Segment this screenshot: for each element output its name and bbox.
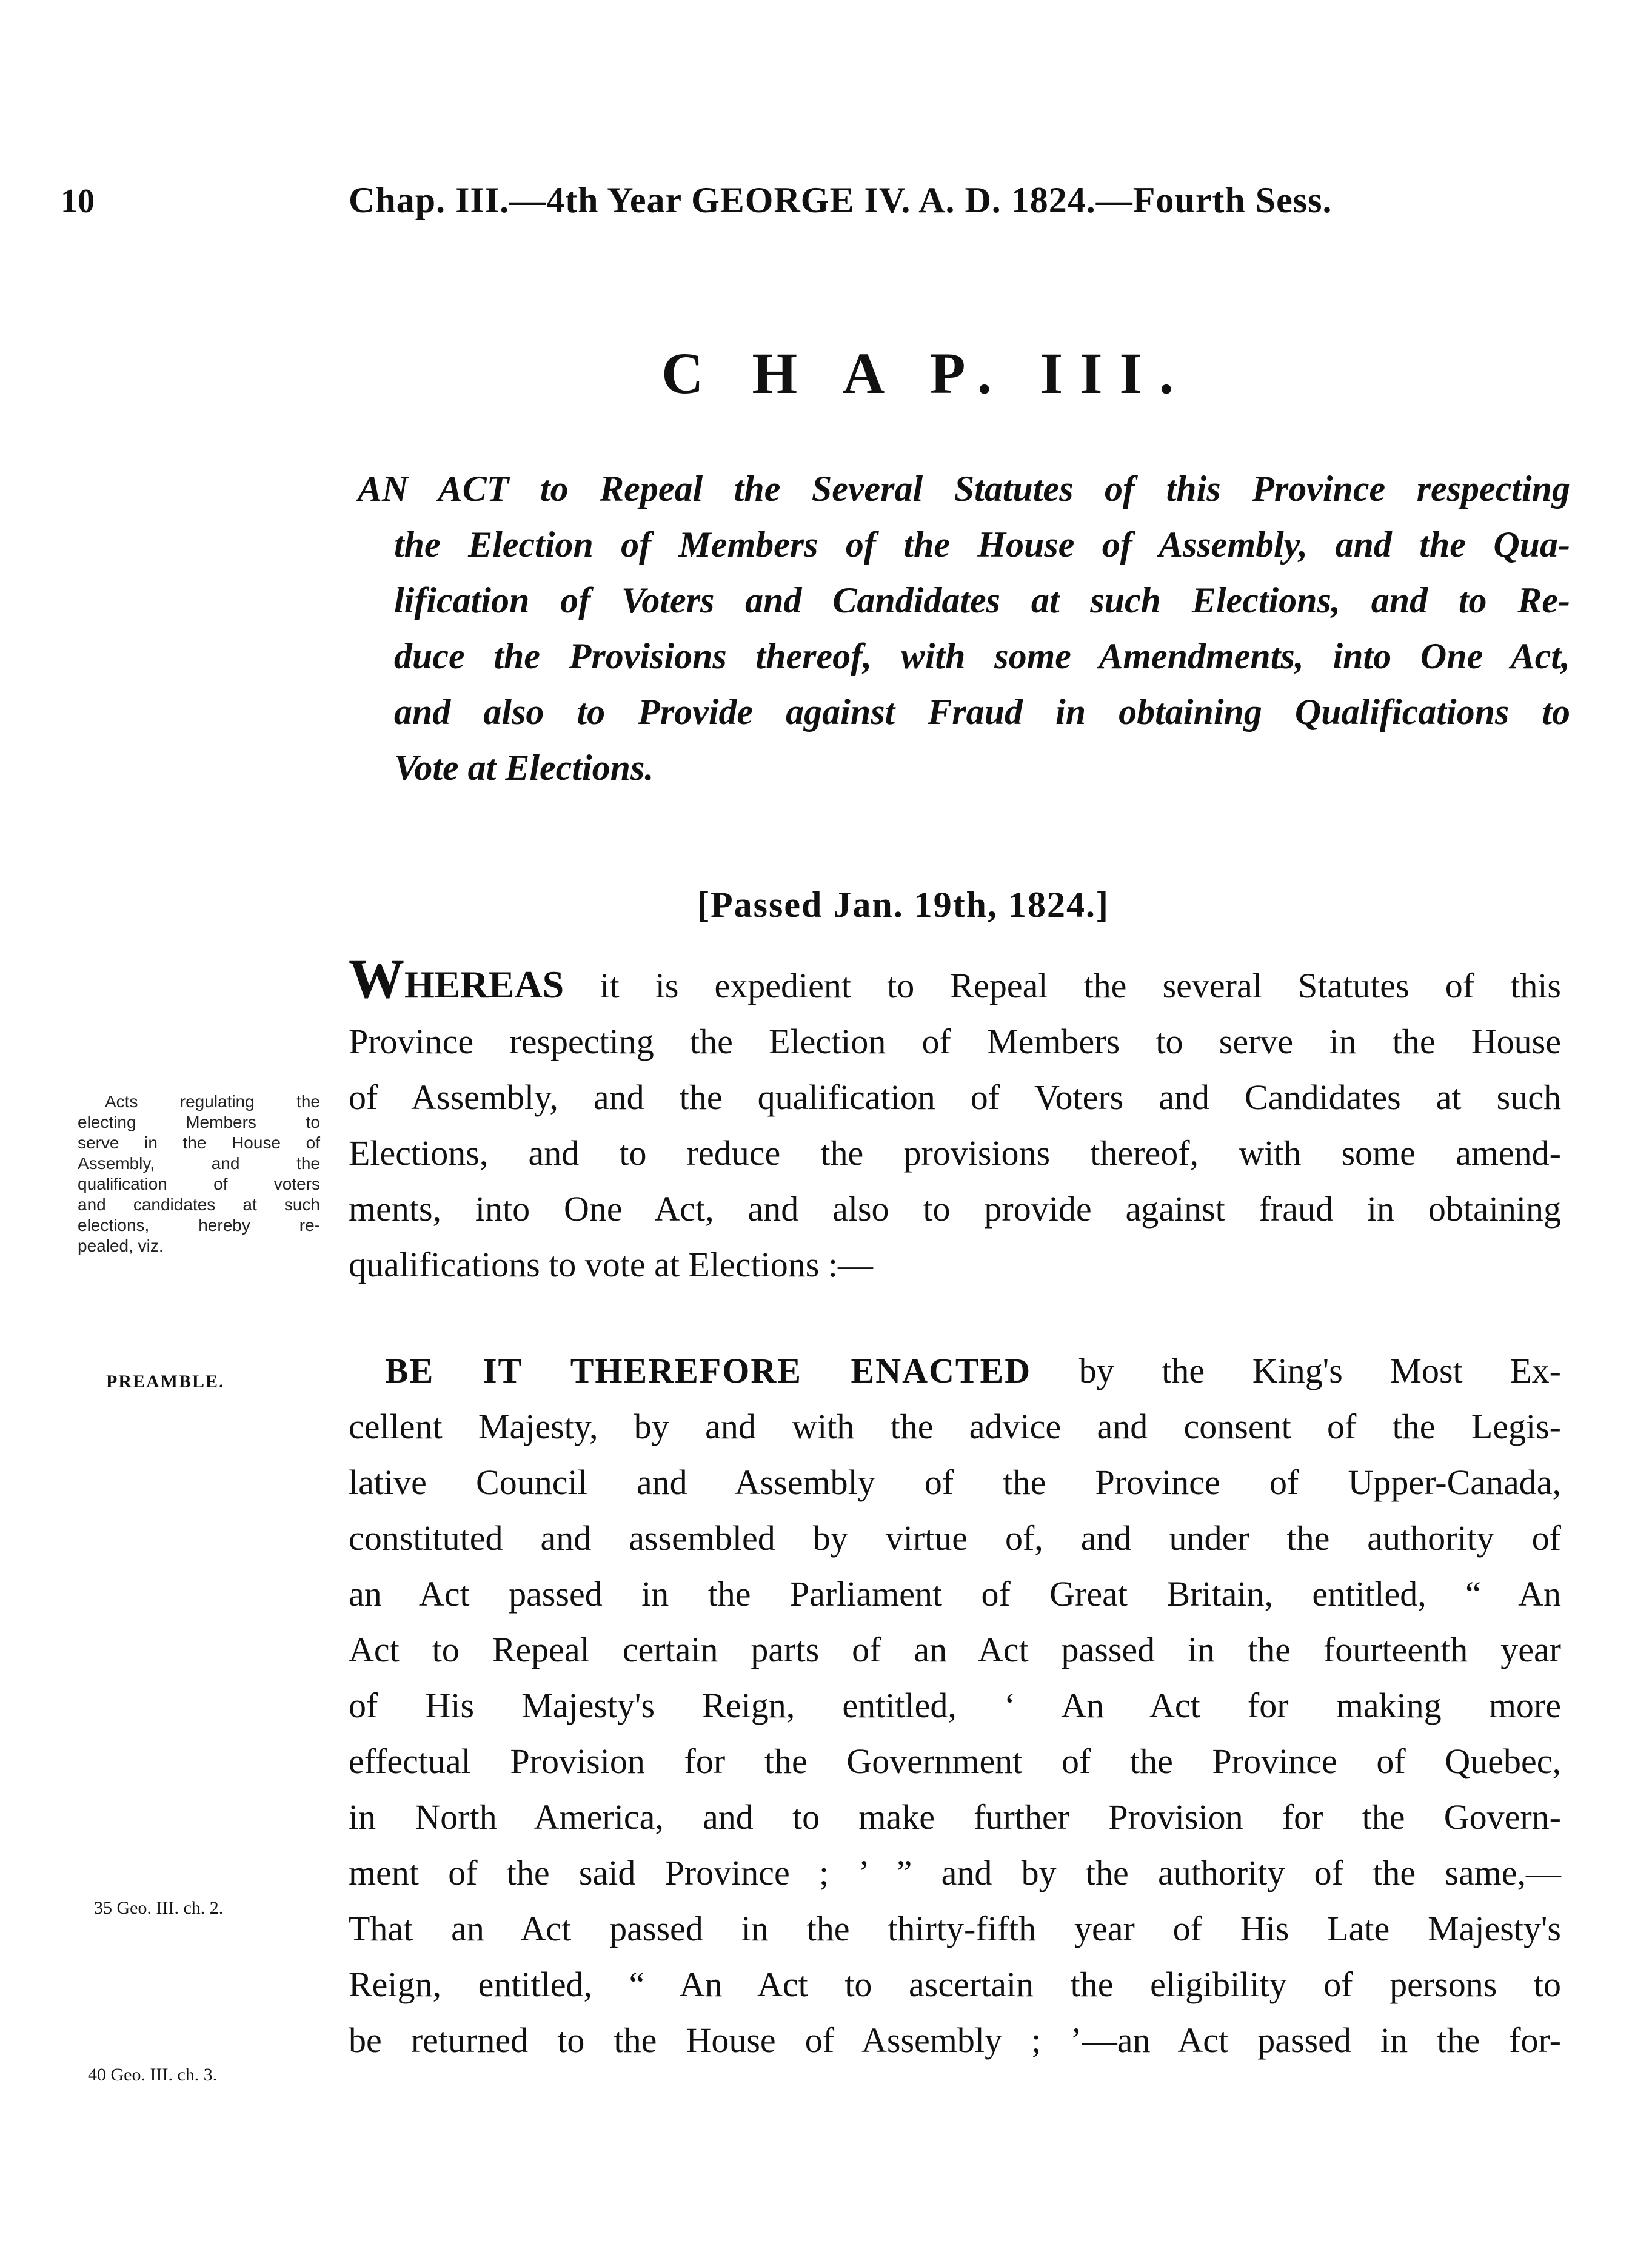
body-line: an Act passed in the Parliament of Great Britain, entitled, “ An bbox=[349, 1574, 1561, 1614]
body-line: lative Council and Assembly of the Province of Upper-Canada, bbox=[349, 1463, 1561, 1502]
chapter-heading: C H A P. III. bbox=[661, 341, 1191, 406]
margin-note-line: and candidates at such bbox=[78, 1195, 320, 1214]
margin-note-line: Assembly, and the bbox=[78, 1154, 320, 1173]
whereas-lead-word: HEREAS bbox=[404, 963, 564, 1006]
margin-note-line: elections, hereby re- bbox=[78, 1216, 320, 1235]
body-line: be returned to the House of Assembly ; ’—an Act passed in the for- bbox=[349, 2020, 1561, 2060]
margin-note-line: Acts regulating the bbox=[105, 1092, 320, 1111]
margin-statute-ref: 35 Geo. III. ch. 2. bbox=[94, 1898, 224, 1918]
running-head: Chap. III.—4th Year GEORGE IV. A. D. 1824.—Fourth Sess. bbox=[349, 180, 1333, 220]
enacting-paragraph bbox=[349, 1343, 1561, 2068]
body-line: qualifications to vote at Elections :— bbox=[349, 1245, 873, 1284]
body-line: ment of the said Province ; ’ ” and by the authority of the same,— bbox=[349, 1853, 1561, 1892]
enacted-first-line-rest: by the King's Most Ex- bbox=[1031, 1351, 1561, 1390]
act-title-line: Vote at Elections. bbox=[394, 748, 654, 788]
act-title-line: and also to Provide against Fraud in obtaining Qualifications to bbox=[394, 692, 1570, 732]
margin-note-line: serve in the House of bbox=[78, 1133, 320, 1152]
body-line: in North America, and to make further Provision for the Govern- bbox=[349, 1797, 1561, 1837]
margin-note-line: pealed, viz. bbox=[78, 1236, 164, 1255]
act-title-line: lification of Voters and Candidates at such Elections, and to Re- bbox=[394, 580, 1570, 620]
body-line: effectual Provision for the Government of the Province of Quebec, bbox=[349, 1741, 1561, 1781]
act-title bbox=[358, 461, 1570, 796]
margin-note-line: qualification of voters bbox=[78, 1175, 320, 1193]
body-line: Elections, and to reduce the provisions thereof, with some amend- bbox=[349, 1133, 1561, 1173]
body-line: Reign, entitled, “ An Act to ascertain the eligibility of persons to bbox=[349, 1965, 1561, 2004]
act-title-line: duce the Provisions thereof, with some Amendments, into One Act, bbox=[394, 636, 1570, 676]
act-title-line: the Election of Members of the House of Assembly, and the Qua- bbox=[394, 525, 1570, 565]
body-line: of Assembly, and the qualification of Voters and Candidates at such bbox=[349, 1078, 1561, 1117]
whereas-first-line bbox=[349, 948, 1561, 1014]
body-line: That an Act passed in the thirty-fifth year of His Late Majesty's bbox=[349, 1909, 1561, 1948]
enacted-lead: BE IT THEREFORE ENACTED bbox=[385, 1351, 1032, 1390]
page-number: 10 bbox=[61, 183, 95, 220]
body-line: ments, into One Act, and also to provide against fraud in obtaining bbox=[349, 1189, 1561, 1229]
whereas-paragraph bbox=[349, 948, 1561, 1293]
body-line: constituted and assembled by virtue of, and under the authority of bbox=[349, 1518, 1561, 1558]
drop-letter: W bbox=[349, 948, 404, 1010]
body-line: cellent Majesty, by and with the advice and consent of the Legis- bbox=[349, 1407, 1561, 1446]
passed-date: [Passed Jan. 19th, 1824.] bbox=[697, 885, 1110, 925]
body-line: Province respecting the Election of Members to serve in the House bbox=[349, 1022, 1561, 1061]
whereas-first-line-rest: it is expedient to Repeal the several Statutes of this bbox=[564, 966, 1561, 1005]
margin-statute-ref: 40 Geo. III. ch. 3. bbox=[88, 2065, 218, 2085]
margin-preamble: PREAMBLE. bbox=[106, 1372, 225, 1392]
enacted-first-line bbox=[349, 1343, 1561, 1399]
act-title-line: AN ACT to Repeal the Several Statutes of this Province respecting bbox=[358, 469, 1570, 509]
body-line: Act to Repeal certain parts of an Act passed in the fourteenth year bbox=[349, 1630, 1561, 1669]
margin-note-line: electing Members to bbox=[78, 1113, 320, 1131]
body-line: of His Majesty's Reign, entitled, ‘ An Act for making more bbox=[349, 1686, 1561, 1725]
margin-note-repeal bbox=[78, 1091, 320, 1256]
